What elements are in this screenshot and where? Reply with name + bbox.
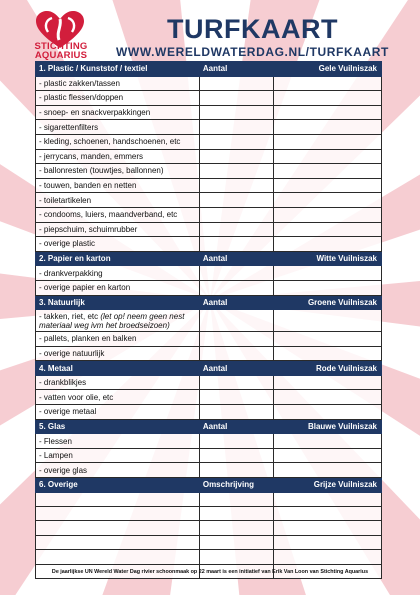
table-row	[36, 149, 382, 164]
tally-count-cell[interactable]	[199, 237, 273, 252]
section-count-header: Aantal	[199, 62, 273, 77]
tally-count-cell[interactable]	[199, 149, 273, 164]
item-label-cell	[36, 310, 200, 332]
table-row	[36, 222, 382, 237]
tally-count-cell[interactable]	[199, 405, 273, 420]
tally-count-cell[interactable]	[199, 178, 273, 193]
tally-bag-cell[interactable]	[273, 463, 381, 478]
tally-bag-cell[interactable]	[273, 521, 381, 535]
table-row	[36, 535, 382, 549]
tally-count-cell[interactable]	[199, 120, 273, 135]
item-label-cell	[36, 237, 200, 252]
table-row	[36, 91, 382, 106]
table-row	[36, 237, 382, 252]
item-label: - condooms, luiers, maandverband, etc	[39, 210, 178, 220]
item-label-cell	[36, 550, 200, 564]
tally-bag-cell[interactable]	[273, 237, 381, 252]
item-label-cell	[36, 448, 200, 463]
item-label: - pallets, planken en balken	[39, 334, 137, 344]
tally-count-cell[interactable]	[199, 164, 273, 179]
item-label-cell	[36, 134, 200, 149]
section-count-header: Aantal	[199, 419, 273, 434]
table-row	[36, 550, 382, 564]
footer-note: De jaarlijkse UN Wereld Water Dag rivier schoonmaak op 22 maart is een initiatief van Erik Van Loon van Stichting Aquarius	[51, 569, 369, 575]
item-label: - plastic flessen/doppen	[39, 93, 124, 103]
section-title: 1. Plastic / Kunststof / textiel	[36, 62, 200, 77]
item-label-cell	[36, 463, 200, 478]
tally-count-cell[interactable]	[199, 310, 273, 332]
tally-bag-cell[interactable]	[273, 535, 381, 549]
item-label-cell	[36, 164, 200, 179]
table-row	[36, 507, 382, 521]
section-bag-header: Rode Vuilniszak	[273, 361, 381, 376]
section-title: 5. Glas	[36, 419, 200, 434]
tally-bag-cell[interactable]	[273, 193, 381, 208]
table-row	[36, 375, 382, 390]
table-row	[36, 405, 382, 420]
table-row	[36, 310, 382, 332]
tally-count-cell[interactable]	[199, 521, 273, 535]
table-row	[36, 266, 382, 281]
section-title: 2. Papier en karton	[36, 251, 200, 266]
page-title: TURFKAART	[167, 14, 338, 44]
item-label: - vatten voor olie, etc	[39, 392, 114, 402]
table-row	[36, 134, 382, 149]
item-label: - snoep- en snackverpakkingen	[39, 108, 151, 118]
section-header-row	[36, 419, 382, 434]
table-row	[36, 463, 382, 478]
tally-count-cell[interactable]	[199, 105, 273, 120]
tally-bag-cell[interactable]	[273, 120, 381, 135]
tally-count-cell[interactable]	[199, 280, 273, 295]
item-label: - takken, riet, etc	[39, 311, 101, 321]
table-row	[36, 105, 382, 120]
tally-count-cell[interactable]	[199, 222, 273, 237]
table-row	[36, 346, 382, 361]
tally-count-cell[interactable]	[199, 91, 273, 106]
item-label: - ballonresten (touwtjes, ballonnen)	[39, 166, 164, 176]
tally-count-cell[interactable]	[199, 535, 273, 549]
tally-count-cell[interactable]	[199, 76, 273, 91]
item-label: - overige papier en karton	[39, 283, 131, 293]
item-label-cell	[36, 346, 200, 361]
tally-bag-cell[interactable]	[273, 76, 381, 91]
tally-count-cell[interactable]	[199, 332, 273, 347]
tally-bag-cell[interactable]	[273, 149, 381, 164]
tally-count-cell[interactable]	[199, 463, 273, 478]
tally-bag-cell[interactable]	[273, 134, 381, 149]
logo-text-line2: AQUARIUS	[34, 50, 88, 61]
tally-count-cell[interactable]	[199, 434, 273, 449]
tally-bag-cell[interactable]	[273, 280, 381, 295]
item-label-cell	[36, 375, 200, 390]
tally-count-cell[interactable]	[199, 550, 273, 564]
tally-bag-cell[interactable]	[273, 207, 381, 222]
item-label: - piepschuim, schuimrubber	[39, 224, 138, 234]
table-row	[36, 390, 382, 405]
table-row	[36, 521, 382, 535]
section-header-row	[36, 478, 382, 493]
item-label: - kleding, schoenen, handschoenen, etc	[39, 137, 181, 147]
item-label: - overige plastic	[39, 239, 96, 249]
tally-sheet-table	[35, 61, 382, 579]
page-subtitle-url[interactable]: WWW.WERELDWATERDAG.NL/TURFKAART	[115, 45, 389, 59]
tally-bag-cell[interactable]	[273, 310, 381, 332]
item-label-cell	[36, 390, 200, 405]
item-label-cell	[36, 521, 200, 535]
tally-bag-cell[interactable]	[273, 222, 381, 237]
item-label-cell	[36, 193, 200, 208]
tally-count-cell[interactable]	[199, 207, 273, 222]
item-label: - overige natuurlijk	[39, 348, 105, 358]
item-label-cell	[36, 120, 200, 135]
table-row	[36, 434, 382, 449]
section-header-row	[36, 62, 382, 77]
tally-count-cell[interactable]	[199, 448, 273, 463]
table-row	[36, 280, 382, 295]
logo-text-line1: STICHTING	[34, 41, 88, 52]
item-label-cell	[36, 332, 200, 347]
item-label: - overige metaal	[39, 407, 97, 417]
item-label-cell	[36, 178, 200, 193]
section-header-row	[36, 251, 382, 266]
section-title: 6. Overige	[36, 478, 200, 493]
tally-count-cell[interactable]	[199, 507, 273, 521]
table-row	[36, 164, 382, 179]
item-label: - Flessen	[39, 436, 72, 446]
section-bag-header: Grijze Vuilniszak	[273, 478, 381, 493]
table-row	[36, 178, 382, 193]
item-label-cell	[36, 149, 200, 164]
tally-count-cell[interactable]	[199, 193, 273, 208]
tally-bag-cell[interactable]	[273, 390, 381, 405]
section-bag-header: Blauwe Vuilniszak	[273, 419, 381, 434]
tally-bag-cell[interactable]	[273, 375, 381, 390]
tally-bag-cell[interactable]	[273, 266, 381, 281]
table-row	[36, 448, 382, 463]
item-label: - overige glas	[39, 465, 88, 475]
tally-bag-cell[interactable]	[273, 550, 381, 564]
tally-bag-cell[interactable]	[273, 105, 381, 120]
tally-bag-cell[interactable]	[273, 346, 381, 361]
tally-count-cell[interactable]	[199, 266, 273, 281]
item-label: - plastic zakken/tassen	[39, 78, 120, 88]
section-bag-header: Groene Vuilniszak	[273, 295, 381, 310]
item-label-cell	[36, 507, 200, 521]
item-label: - drankverpakking	[39, 268, 103, 278]
table-row	[36, 76, 382, 91]
section-count-header: Aantal	[199, 295, 273, 310]
section-count-header: Aantal	[199, 361, 273, 376]
tally-bag-cell[interactable]	[273, 492, 381, 506]
section-bag-header: Witte Vuilniszak	[273, 251, 381, 266]
section-count-header: Omschrijving	[199, 478, 273, 493]
tally-count-cell[interactable]	[199, 346, 273, 361]
item-label-cell	[36, 434, 200, 449]
item-label: - jerrycans, manden, emmers	[39, 151, 144, 161]
item-label-cell	[36, 266, 200, 281]
table-row	[36, 120, 382, 135]
item-label-cell	[36, 105, 200, 120]
table-row	[36, 492, 382, 506]
tally-bag-cell[interactable]	[273, 91, 381, 106]
table-row	[36, 193, 382, 208]
table-row	[36, 207, 382, 222]
tally-bag-cell[interactable]	[273, 332, 381, 347]
section-title: 3. Natuurlijk	[36, 295, 200, 310]
tally-bag-cell[interactable]	[273, 434, 381, 449]
section-header-row	[36, 295, 382, 310]
item-label: - sigarettenfilters	[39, 122, 99, 132]
item-label-cell	[36, 280, 200, 295]
item-label-cell	[36, 91, 200, 106]
tally-bag-cell[interactable]	[273, 164, 381, 179]
item-label: - drankblikjes	[39, 378, 87, 388]
item-label: - toiletartikelen	[39, 195, 92, 205]
item-label-cell	[36, 207, 200, 222]
tally-count-cell[interactable]	[199, 390, 273, 405]
item-note: (let op! neem geen nest materiaal weg ivm het broedseizoen)	[39, 311, 185, 330]
item-label-cell	[36, 492, 200, 506]
item-label: - touwen, banden en netten	[39, 181, 137, 191]
item-label-cell	[36, 535, 200, 549]
item-label-cell	[36, 76, 200, 91]
tally-count-cell[interactable]	[199, 134, 273, 149]
section-bag-header: Gele Vuilniszak	[273, 62, 381, 77]
item-label-cell	[36, 405, 200, 420]
tally-bag-cell[interactable]	[273, 405, 381, 420]
tally-bag-cell[interactable]	[273, 448, 381, 463]
tally-count-cell[interactable]	[199, 375, 273, 390]
section-title: 4. Metaal	[36, 361, 200, 376]
section-header-row	[36, 361, 382, 376]
tally-bag-cell[interactable]	[273, 507, 381, 521]
item-label: - Lampen	[39, 451, 73, 461]
table-row	[36, 332, 382, 347]
tally-bag-cell[interactable]	[273, 178, 381, 193]
tally-count-cell[interactable]	[199, 492, 273, 506]
section-count-header: Aantal	[199, 251, 273, 266]
item-label-cell	[36, 222, 200, 237]
